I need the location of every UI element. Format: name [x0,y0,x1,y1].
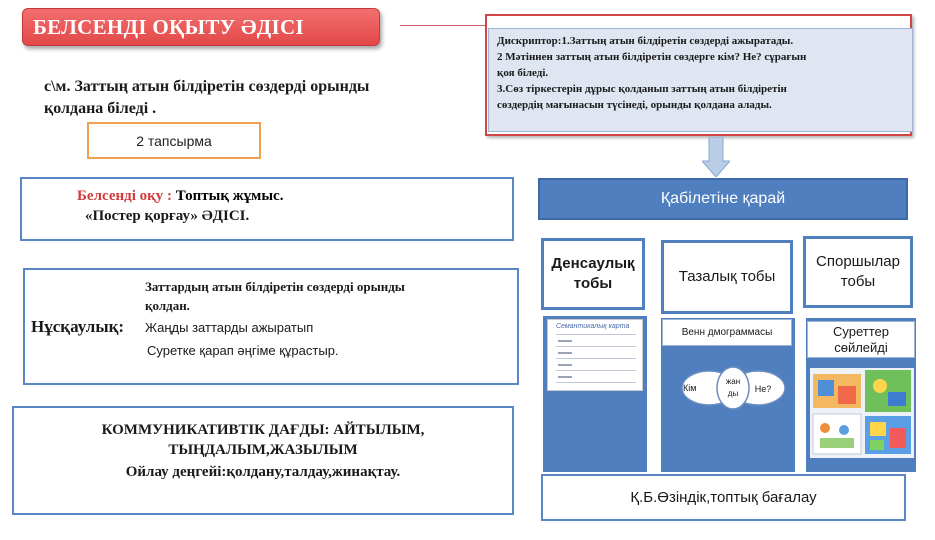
descriptor-panel [488,28,913,132]
method-panel [20,177,514,241]
venn-center-text-1: жан [725,377,741,386]
assessment-box: Қ.Б.Өзіндік,топтық бағалау [541,474,906,521]
descriptor-line-3: қоя біледі. [497,67,549,79]
thumbnail-rule [556,370,636,371]
instruction-3: Суретке қарап әңгіме құрастыр. [147,343,339,358]
pictures-label [807,321,915,358]
thumbnail-mark [558,352,572,354]
connector-line [400,25,486,26]
picture-tile-shape [888,392,906,406]
instruction-1: Заттардың атын білдіретін сөздерді орынды қолдан. [145,279,405,313]
thumbnail-mark [558,364,572,366]
thumbnail-title: Семантикалық карта [556,323,630,330]
venn-diagram [681,364,786,412]
skills-line-2: ТЫҢДАЛЫМ,ЖАЗЫЛЫМ [168,442,358,458]
group-cleanliness-header: Тазалық тобы [661,240,793,314]
instructions-label: Нұсқаулық: [31,317,125,336]
thumbnail-mark [558,376,572,378]
thumbnail-mark [558,340,572,342]
thumbnail-rule [556,358,636,359]
descriptor-line-5: сөздердің мағынасын түсінеді, орынды қолдана алады. [497,99,772,111]
picture-tile-shape [870,440,884,450]
thumbnail-rule [556,334,636,335]
method-value: Топтық жұмыс. [172,188,284,204]
group-athletes-header: Споршылар тобы [803,236,913,308]
group-health-header: Денсаулық тобы [541,238,645,310]
thumbnail-rule [556,382,636,383]
pictures-label-line-2: сөйлейді [834,339,888,355]
picture-tile-shape [870,422,886,436]
method-label: Белсенді оқу : [77,188,173,204]
picture-tile-shape [838,386,856,404]
ability-header: Қабілетіне қарай [538,178,908,220]
semantic-map-thumbnail [547,319,643,391]
method-line-1 [77,188,283,205]
skills-panel [12,406,514,515]
objective-line-2: қолдана біледі . [44,100,157,117]
objective-line-1: с\м. Заттың атын білдіретін сөздерді орынды [44,78,370,95]
picture-collage [810,368,914,458]
pictures-label-line-1: Суреттер [833,323,889,339]
venn-center-circle [717,367,749,409]
picture-tile-shape [820,438,854,448]
venn-center-text-2: ды [727,389,739,398]
down-arrow-icon [702,137,730,177]
instructions-panel [23,268,519,385]
learning-objective [44,76,464,120]
venn-left-text: Кім [683,383,697,393]
thumbnail-rule [556,346,636,347]
venn-diagram-label: Венн дмограммасы [662,319,792,346]
skills-line-1: КОММУНИКАТИВТІК ДАҒДЫ: АЙТЫЛЫМ, [101,422,425,438]
task-label-box: 2 тапсырма [87,122,261,159]
picture-tile-shape [873,379,887,393]
picture-tile-shape [890,428,906,448]
page-title: БЕЛСЕНДІ ОҚЫТУ ӘДІСІ [33,14,304,39]
venn-right-text: Не? [754,384,772,394]
title-banner [22,8,380,46]
instruction-2: Жаңды заттарды ажыратып [145,320,314,335]
picture-tile-shape [820,423,830,433]
picture-tile-shape [839,425,849,435]
descriptor-line-4: 3.Сөз тіркестерін дұрыс қолданып заттың атын білдіретін [497,83,787,95]
skills-line-3: Ойлау деңгейі:қолдану,талдау,жинақтау. [125,464,401,480]
picture-tile-shape [818,380,834,396]
descriptor-line-1: Дискриптор:1.Заттың атын білдіретін сөздерді ажыратады. [497,35,794,47]
descriptor-line-2: 2 Мәтіннен заттың атын білдіретін сөздерге кім? Не? сұрағын [497,51,807,63]
method-line-2: «Постер қорғау» ӘДІСІ. [85,208,250,224]
